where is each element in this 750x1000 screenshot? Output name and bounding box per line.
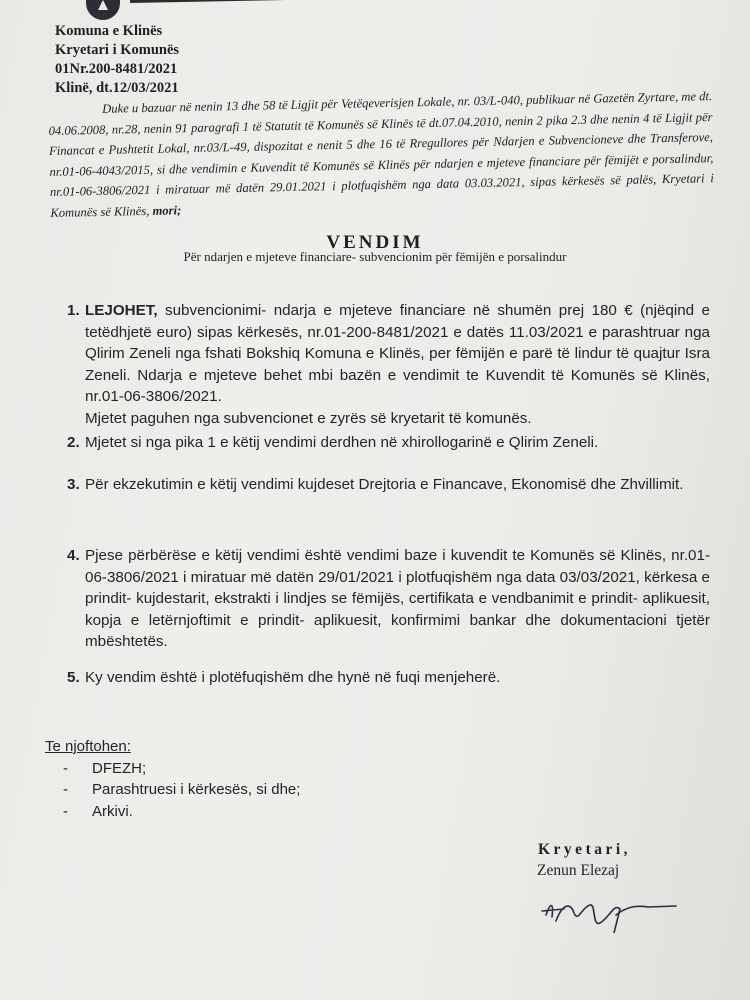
letterhead-rule: [130, 0, 750, 3]
handwritten-signature: [540, 893, 680, 933]
signature-block: [520, 840, 631, 881]
item-text: Mjetet si nga pika 1 e këtij vendimi derdhen në xhirollogarinë e Qlirim Zeneli.: [85, 434, 599, 451]
decision-title: VENDIM: [326, 232, 424, 253]
item-text: Pjese përbërëse e këtij vendimi është vendimi baze i kuvendit te Komunës së Klinës, nr.01-06-3806/2021 i miratuar më datën 29/01/2021 i plotfuqishëm nga data 03/03/2021, kërkesa e prindit- kujdestarit, ekstrakti i lindjes se fëmijës, certifikata e vendbanimit e prindit- aplikuesit, kopja e letërnjoftimit e prindit- aplikuesit, konfirmimi bankar dhe dokumentacioni tjetër mbështetës.: [85, 547, 710, 650]
list-dash: -: [63, 802, 68, 820]
decision-item-1: [67, 300, 710, 429]
signer-role: Kryetari,: [538, 841, 632, 858]
item-text: subvencionimi- ndarja e mjeteve financiare në shumën prej 180 € (njëqind e tetëdhjetë euro) sipas kërkesës, nr.01-200-8481/2021 e datës 11.03/2021 e parashtruar nga Qlirim Zeneli nga fshati Bokshiq Komuna e Klinës, per fëmijën e parë të lindur të quajtur Isra Zeneli. Ndarja e mjeteve behet mbi bazën e vendimit te Kuvendit të Komunës së Klinës, nr.01-06-3806/2021.: [85, 302, 710, 405]
decision-item-3: [67, 474, 710, 496]
legal-preamble: [48, 86, 714, 223]
notification-recipient: Parashtruesi i kërkesës, si dhe;: [92, 781, 301, 798]
item-number: 2.: [67, 434, 80, 451]
item-text: Ky vendim është i plotëfuqishëm dhe hynë në fuqi menjeherë.: [85, 669, 501, 686]
preamble-closing: mori;: [152, 202, 182, 218]
decision-item-2: [67, 432, 710, 454]
notification-item: [45, 758, 300, 780]
document-date: Klinë, dt.12/03/2021: [55, 80, 179, 96]
item-text: Për ekzekutimin e këtij vendimi kujdeset Drejtoria e Financave, Ekonomisë dhe Zhvillimit.: [85, 476, 684, 493]
notification-item: [45, 779, 300, 801]
notification-heading: Te njoftohen:: [45, 738, 131, 755]
list-dash: -: [63, 781, 68, 798]
municipal-emblem-icon: [86, 0, 120, 20]
item-number: 5.: [67, 669, 80, 686]
decision-item-4: [67, 545, 710, 653]
item-number: 1.: [67, 302, 80, 319]
item-number: 4.: [67, 547, 80, 564]
notification-list: [45, 736, 300, 822]
item-lead: LEJOHET,: [85, 302, 158, 319]
decision-subtitle: Për ndarjen e mjeteve financiare- subvencionim për fëmijën e porsalindur: [183, 249, 567, 264]
preamble-text: Duke u bazuar në nenin 13 dhe 58 të Ligjit për Vetëqeverisjen Lokale, nr. 03/L-040, publikuar në Gazetën Zyrtare, me dt. 04.06.2008, nr.28, nenin 91 paragrafi 1 të Statutit të Komunës së Klinës të dt.07.04.2010, nenin 2 pika 2.3 dhe nenin 4 të Ligjit për Financat e Pushtetit Lokal, nr.03/L-49, dispozitat e nenit 5 dhe 16 të Rregullores për Ndarjen e Subvencioneve dhe Transferove, nr.01-06-4043/2015, si dhe vendimin e Kuvendit të Komunës së Klinës për ndarjen e mjeteve financiare për fëmijët e porsalindur, nr.01-06-3806/2021 i miratuar më datën 29.01.2021 i plotfuqishëm nga data 03.03.2021, sipas kërkesës së palës, Kryetari i Komunës së Klinës,: [48, 89, 714, 220]
item-number: 3.: [67, 476, 80, 493]
item-extra: Mjetet paguhen nga subvencionet e zyrës së kryetarit të komunës.: [85, 409, 532, 427]
notification-item: [45, 801, 300, 823]
letterhead: [55, 22, 355, 98]
list-dash: -: [63, 759, 68, 777]
municipality-name: Komuna e Klinës: [55, 23, 163, 39]
signer-name: Zenun Elezaj: [537, 861, 620, 879]
notification-recipient: Arkivi.: [92, 802, 133, 820]
office-name: Kryetari i Komunës: [55, 42, 180, 58]
decision-item-5: [67, 667, 710, 689]
document-number: 01Nr.200-8481/2021: [55, 61, 178, 77]
notification-recipient: DFEZH;: [92, 759, 147, 777]
